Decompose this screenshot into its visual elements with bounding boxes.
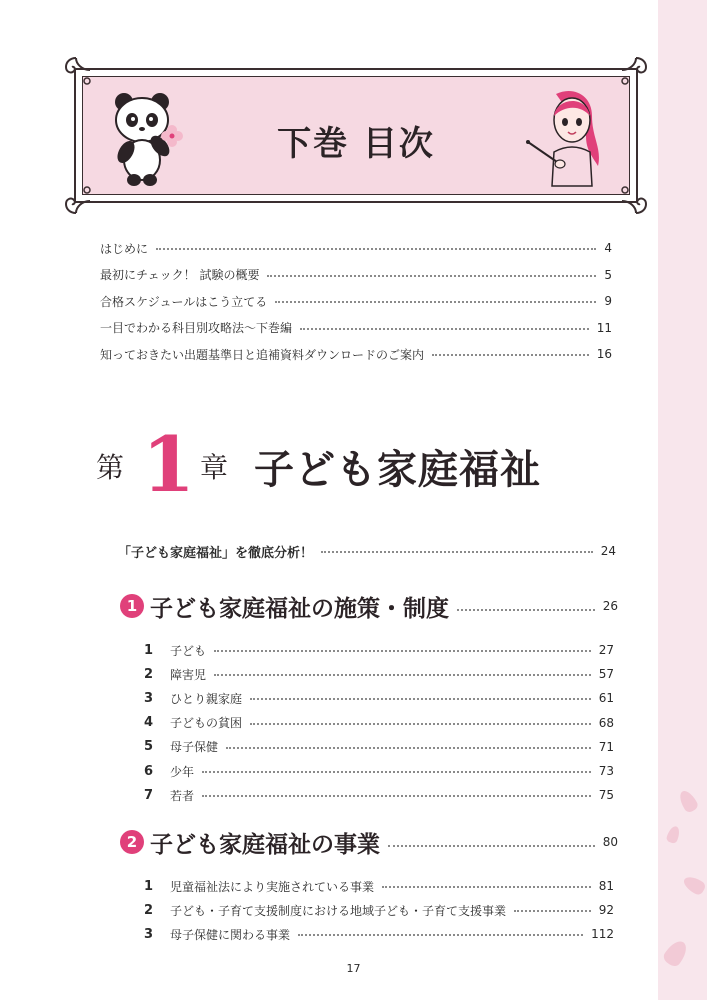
- item-number: 2: [144, 902, 154, 918]
- section-heading: [120, 586, 618, 626]
- panda-mascot-icon: [104, 88, 186, 188]
- toc-entry-page: 61: [598, 691, 614, 706]
- item-number: 6: [144, 763, 154, 779]
- chapter-prefix: 第: [96, 451, 125, 484]
- leader-dots: [388, 845, 595, 847]
- toc-entry[interactable]: [144, 898, 614, 922]
- page-number: 17: [346, 962, 361, 975]
- sakura-petal-icon: [665, 825, 681, 845]
- toc-entry-label: 子どもの貧困: [170, 716, 243, 731]
- leader-dots: [226, 747, 591, 749]
- toc-entry-page: 92: [598, 903, 614, 918]
- sakura-petal-icon: [681, 873, 707, 896]
- toc-entry[interactable]: [144, 662, 614, 686]
- toc-entry-label: 最初にチェック！ 試験の概要: [100, 268, 260, 283]
- toc-entry[interactable]: [100, 315, 612, 342]
- toc-entry-label: はじめに: [100, 241, 149, 256]
- front-matter-list: [100, 235, 612, 368]
- toc-entry[interactable]: [120, 586, 618, 626]
- leader-dots: [250, 698, 591, 700]
- toc-entry-page: 73: [598, 764, 614, 779]
- leader-dots: [267, 275, 596, 277]
- toc-entry-page: 81: [598, 879, 614, 894]
- leader-dots: [432, 354, 589, 356]
- section-title: 子ども家庭福祉の事業: [150, 831, 380, 858]
- toc-entry[interactable]: [144, 711, 614, 735]
- item-number: 3: [144, 690, 154, 706]
- toc-entry-page: 4: [604, 241, 612, 256]
- leader-dots: [382, 886, 591, 888]
- toc-entry-page: 57: [598, 667, 614, 682]
- toc-entry-label: 少年: [170, 764, 195, 779]
- toc-entry-page: 27: [598, 643, 614, 658]
- toc-entry-page: 112: [591, 927, 614, 942]
- side-band: [658, 0, 707, 1000]
- toc-entry[interactable]: [100, 262, 612, 289]
- item-number: 4: [144, 715, 154, 731]
- chapter-suffix: 章: [200, 451, 229, 484]
- toc-entry-page: 9: [604, 294, 612, 309]
- leader-dots: [202, 771, 591, 773]
- chapter-heading: [96, 420, 596, 509]
- frame-corner-icon: [618, 54, 652, 88]
- chapter-title: 子ども家庭福祉: [254, 447, 541, 493]
- toc-entry-page: 75: [598, 788, 614, 803]
- leader-dots: [457, 609, 595, 611]
- toc-entry[interactable]: [144, 638, 614, 662]
- frame-corner-icon: [60, 54, 94, 88]
- toc-entry-page: 71: [598, 739, 614, 754]
- leader-dots: [214, 650, 591, 652]
- item-number: 7: [144, 787, 154, 803]
- item-number: 3: [144, 926, 154, 942]
- item-number: 1: [144, 878, 154, 894]
- toc-entry-label: 児童福祉法により実施されている事業: [170, 879, 375, 894]
- toc-entry-label: 子ども・子育て支援制度における地域子ども・子育て支援事業: [170, 903, 507, 918]
- toc-entry-page: 5: [604, 267, 612, 282]
- toc-entry[interactable]: [100, 235, 612, 262]
- leader-dots: [514, 910, 591, 912]
- toc-entry[interactable]: [144, 735, 614, 759]
- toc-entry[interactable]: [144, 922, 614, 946]
- toc-entry-label: 母子保健に関わる事業: [170, 927, 291, 942]
- toc-entry-page: 11: [596, 320, 612, 335]
- section-title: 子ども家庭福祉の施策・制度: [150, 595, 449, 622]
- toc-entry-page: 80: [602, 835, 618, 849]
- leader-dots: [156, 248, 596, 250]
- leader-dots: [275, 301, 596, 303]
- chapter-number: 1: [142, 420, 195, 509]
- subsection-list: [144, 638, 614, 807]
- toc-entry-label: 一目でわかる科目別攻略法～下巻編: [100, 321, 293, 336]
- toc-entry-label: 障害児: [170, 667, 207, 682]
- toc-entry[interactable]: [100, 341, 612, 368]
- sakura-petal-icon: [676, 788, 699, 814]
- toc-entry-label: 合格スケジュールはこう立てる: [100, 294, 268, 309]
- frame-corner-icon: [618, 183, 652, 217]
- section-number-badge: 2: [120, 830, 144, 854]
- toc-entry-page: 26: [602, 599, 618, 613]
- toc-entry-page: 68: [598, 715, 614, 730]
- toc-entry-page: 24: [600, 544, 616, 559]
- toc-entry[interactable]: [100, 288, 612, 315]
- section-number-badge: 1: [120, 594, 144, 618]
- teacher-pointer-icon: [520, 86, 608, 188]
- toc-entry-page: 16: [596, 347, 612, 362]
- toc-entry[interactable]: [118, 538, 616, 565]
- leader-dots: [298, 934, 583, 936]
- page-title: 下巻 目次: [277, 124, 435, 164]
- toc-entry-label: 子ども: [170, 643, 207, 658]
- toc-entry[interactable]: [144, 874, 614, 898]
- toc-entry-label: 若者: [170, 788, 195, 803]
- analysis-entry-block: [118, 538, 616, 565]
- leader-dots: [300, 328, 589, 330]
- leader-dots: [214, 674, 591, 676]
- toc-entry-label: 「子ども家庭福祉」を徹底分析！: [118, 545, 314, 561]
- item-number: 1: [144, 642, 154, 658]
- subsection-list: [144, 874, 614, 947]
- toc-entry-label: ひとり親家庭: [170, 691, 243, 706]
- toc-entry[interactable]: [144, 783, 614, 807]
- section-heading: [120, 822, 618, 862]
- toc-entry[interactable]: [120, 822, 618, 862]
- item-number: 2: [144, 666, 154, 682]
- leader-dots: [321, 551, 593, 553]
- item-number: 5: [144, 739, 154, 755]
- toc-entry[interactable]: [144, 686, 614, 710]
- toc-entry[interactable]: [144, 759, 614, 783]
- toc-entry-label: 母子保健: [170, 740, 219, 755]
- leader-dots: [202, 795, 591, 797]
- frame-corner-icon: [60, 183, 94, 217]
- leader-dots: [250, 723, 591, 725]
- toc-entry-label: 知っておきたい出題基準日と追補資料ダウンロードのご案内: [100, 347, 425, 362]
